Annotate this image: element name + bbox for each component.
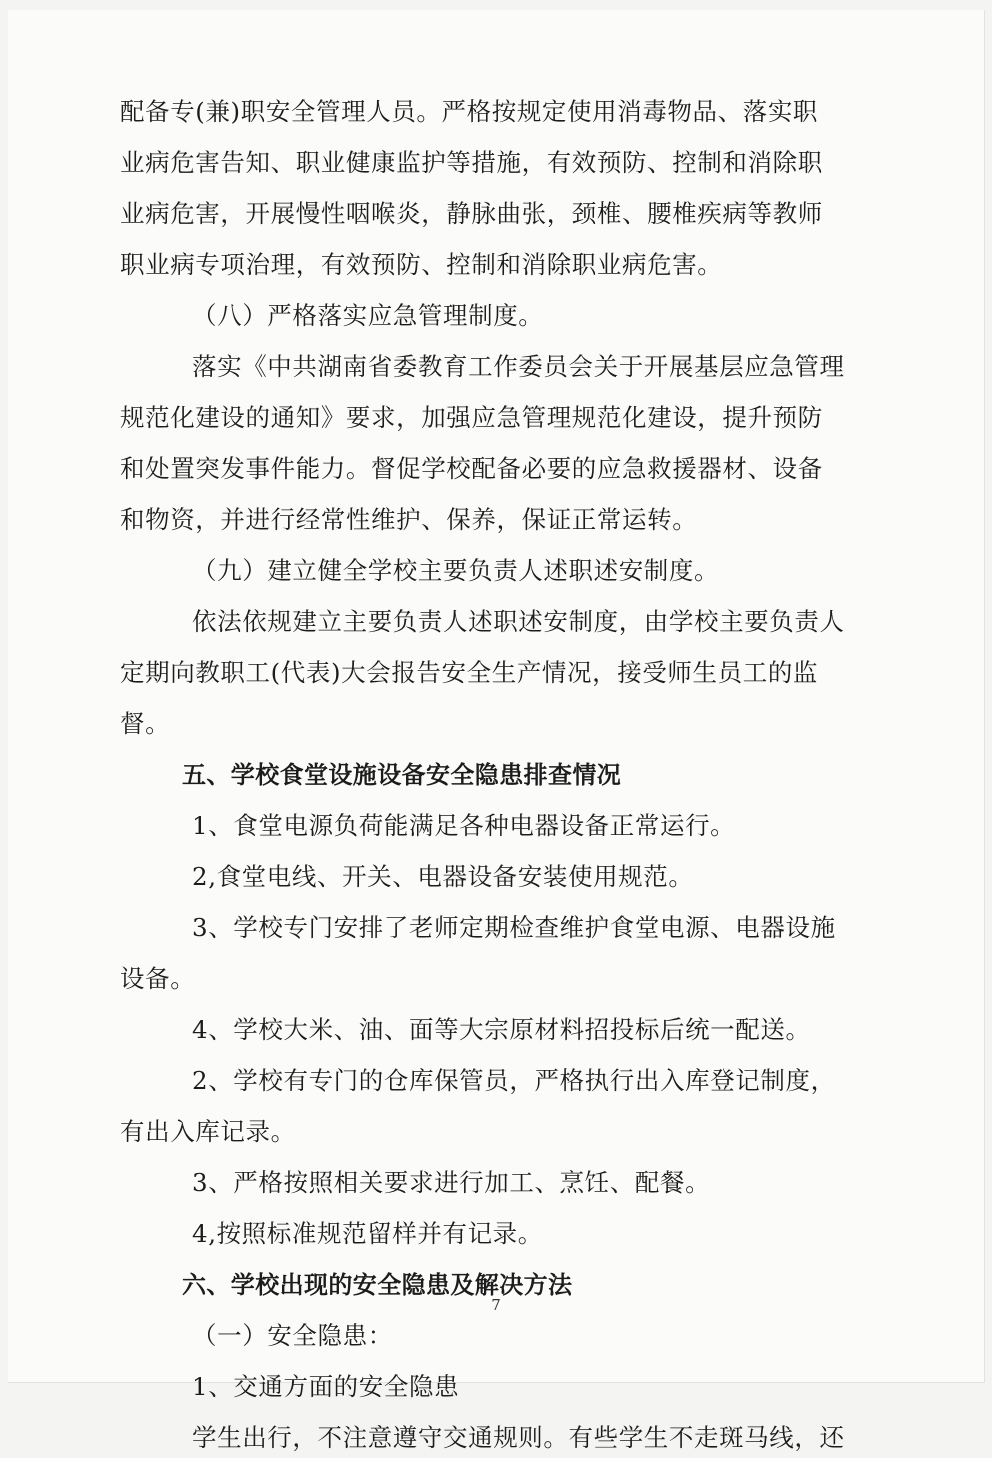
text-line: 督。 (120, 709, 171, 738)
list-item: 1、食堂电源负荷能满足各种电器设备正常运行。 (192, 811, 736, 840)
text-line: 和处置突发事件能力。督促学校配备必要的应急救援器材、设备 (120, 454, 823, 483)
section-heading: 六、学校出现的安全隐患及解决方法 (182, 1271, 573, 1299)
text-line: 规范化建设的通知》要求，加强应急管理规范化建设，提升预防 (120, 403, 823, 432)
text-line: 配备专(兼)职安全管理人员。严格按规定使用消毒物品、落实职 (120, 97, 819, 126)
page-number: 7 (491, 1296, 501, 1314)
list-item: 3、严格按照相关要求进行加工、烹饪、配餐。 (192, 1168, 711, 1197)
section-subheading: （一）安全隐患： (192, 1321, 393, 1350)
text-line: 职业病专项治理，有效预防、控制和消除职业病危害。 (120, 250, 723, 279)
paragraph-start: 落实《中共湖南省委教育工作委员会关于开展基层应急管理 (192, 352, 845, 381)
list-item: 2,食堂电线、开关、电器设备安装使用规范。 (192, 862, 694, 891)
section-heading: 五、学校食堂设施设备安全隐患排查情况 (182, 761, 622, 789)
list-item: 2、学校有专门的仓库保管员，严格执行出入库登记制度， (192, 1066, 836, 1095)
text-line: 有出入库记录。 (120, 1117, 296, 1146)
paragraph-start: 学生出行，不注意遵守交通规则。有些学生不走斑马线，还 (192, 1423, 845, 1452)
text-line: 业病危害，开展慢性咽喉炎，静脉曲张，颈椎、腰椎疾病等教师 (120, 199, 823, 228)
list-item: 3、学校专门安排了老师定期检查维护食堂电源、电器设施 (192, 913, 836, 942)
text-line: 设备。 (120, 964, 196, 993)
text-line: 定期向教职工(代表)大会报告安全生产情况，接受师生员工的监 (120, 658, 819, 687)
section-subheading: （九）建立健全学校主要负责人述职述安制度。 (192, 556, 720, 585)
list-item: 4,按照标准规范留样并有记录。 (192, 1219, 543, 1248)
paragraph-start: 依法依规建立主要负责人述职述安制度，由学校主要负责人 (192, 607, 845, 636)
text-line: 业病危害告知、职业健康监护等措施，有效预防、控制和消除职 (120, 148, 823, 177)
document-page (8, 10, 985, 1452)
section-subheading: （八）严格落实应急管理制度。 (192, 301, 544, 330)
list-item: 1、交通方面的安全隐患 (192, 1372, 460, 1401)
text-line: 和物资，并进行经常性维护、保养，保证正常运转。 (120, 505, 698, 534)
list-item: 4、学校大米、油、面等大宗原材料招投标后统一配送。 (192, 1015, 811, 1044)
